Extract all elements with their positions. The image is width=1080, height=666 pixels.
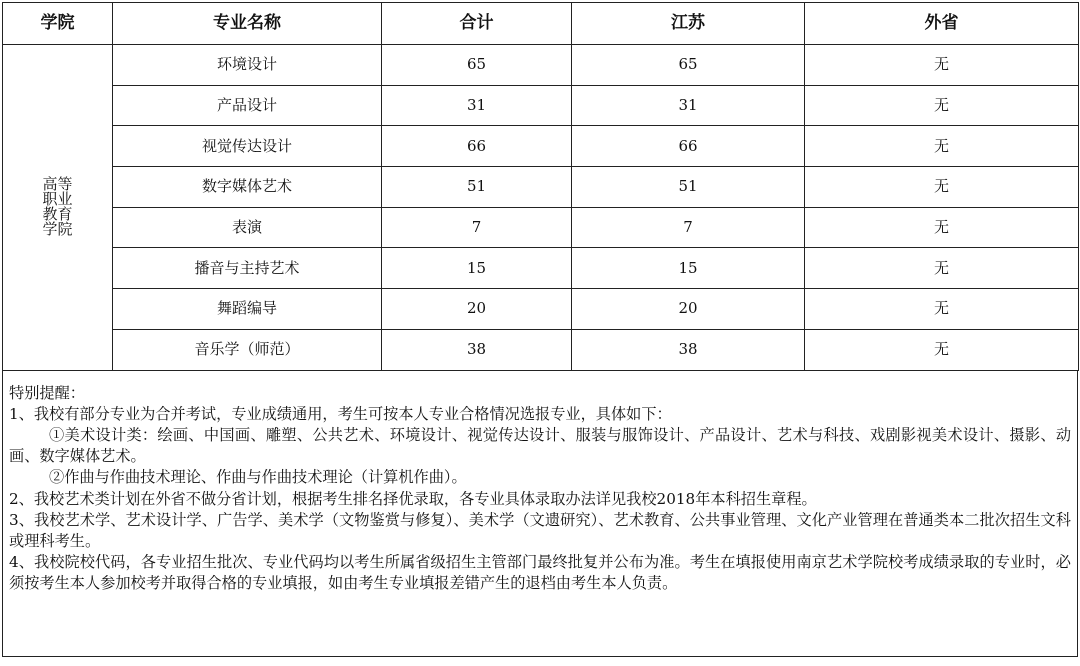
table-row — [3, 126, 1079, 167]
note-item-1b: ②作曲与作曲技术理论、作曲与作曲技术理论（计算机作曲）。 — [49, 468, 467, 487]
jiangsu-cell: 20 — [572, 289, 805, 330]
total-cell: 7 — [382, 207, 572, 248]
major-name-cell: 表演 — [113, 207, 382, 248]
other-province-cell: 无 — [805, 45, 1079, 86]
jiangsu-cell: 65 — [572, 45, 805, 86]
table-header-row — [3, 3, 1079, 45]
other-province-cell: 无 — [805, 289, 1079, 330]
document-page — [2, 2, 1078, 662]
header-total: 合计 — [382, 3, 572, 45]
table-row — [3, 248, 1079, 289]
major-name-cell: 音乐学（师范） — [113, 329, 382, 370]
major-name-cell: 播音与主持艺术 — [113, 248, 382, 289]
note-item-2: 2、我校艺术类计划在外省不做分省计划，根据考生排名择优录取，各专业具体录取办法详见我校2018年本科招生章程。 — [9, 489, 817, 508]
total-cell: 20 — [382, 289, 572, 330]
jiangsu-cell: 51 — [572, 167, 805, 208]
header-other-provinces: 外省 — [805, 3, 1079, 45]
other-province-cell: 无 — [805, 167, 1079, 208]
table-row — [3, 207, 1079, 248]
special-notes — [2, 371, 1078, 657]
total-cell: 65 — [382, 45, 572, 86]
other-province-cell: 无 — [805, 85, 1079, 126]
total-cell: 51 — [382, 167, 572, 208]
header-college: 学院 — [3, 3, 113, 45]
major-name-cell: 舞蹈编导 — [113, 289, 382, 330]
table-row — [3, 329, 1079, 370]
table-row — [3, 45, 1079, 86]
jiangsu-cell: 15 — [572, 248, 805, 289]
notes-title: 特别提醒： — [9, 383, 85, 402]
total-cell: 38 — [382, 329, 572, 370]
total-cell: 31 — [382, 85, 572, 126]
jiangsu-cell: 31 — [572, 85, 805, 126]
note-item-4: 4、我校院校代码，各专业招生批次、专业代码均以考生所属省级招生主管部门最终批复并公布为准。考生在填报使用南京艺术学院校考成绩录取的专业时，必须按考生本人参加校考并取得合格的专业填报，如由考生专业填报差错产生的退档由考生本人负责。 — [9, 553, 1071, 593]
enrollment-table — [2, 2, 1079, 371]
jiangsu-cell: 38 — [572, 329, 805, 370]
other-province-cell: 无 — [805, 207, 1079, 248]
note-item-3: 3、我校艺术学、艺术设计学、广告学、美术学（文物鉴赏与修复）、美术学（文遗研究）、艺术教育、公共事业管理、文化产业管理在普通类本二批次招生文科或理科考生。 — [9, 510, 1071, 550]
major-name-cell: 数字媒体艺术 — [113, 167, 382, 208]
major-name-cell: 视觉传达设计 — [113, 126, 382, 167]
total-cell: 66 — [382, 126, 572, 167]
jiangsu-cell: 66 — [572, 126, 805, 167]
table-row — [3, 85, 1079, 126]
major-name-cell: 环境设计 — [113, 45, 382, 86]
note-item-1a: ①美术设计类：绘画、中国画、雕塑、公共艺术、环境设计、视觉传达设计、服装与服饰设计、产品设计、艺术与科技、戏剧影视美术设计、摄影、动画、数字媒体艺术。 — [9, 425, 1071, 466]
jiangsu-cell: 7 — [572, 207, 805, 248]
other-province-cell: 无 — [805, 329, 1079, 370]
table-row — [3, 289, 1079, 330]
major-name-cell: 产品设计 — [113, 85, 382, 126]
college-name: 高等职业教育学院 — [42, 175, 73, 239]
total-cell: 15 — [382, 248, 572, 289]
header-jiangsu: 江苏 — [572, 3, 805, 45]
other-province-cell: 无 — [805, 248, 1079, 289]
note-item-1: 1、我校有部分专业为合并考试，专业成绩通用，考生可按本人专业合格情况选报专业，具体如下： — [9, 404, 672, 423]
college-cell — [3, 45, 113, 371]
other-province-cell: 无 — [805, 126, 1079, 167]
table-row — [3, 167, 1079, 208]
header-major-name: 专业名称 — [113, 3, 382, 45]
